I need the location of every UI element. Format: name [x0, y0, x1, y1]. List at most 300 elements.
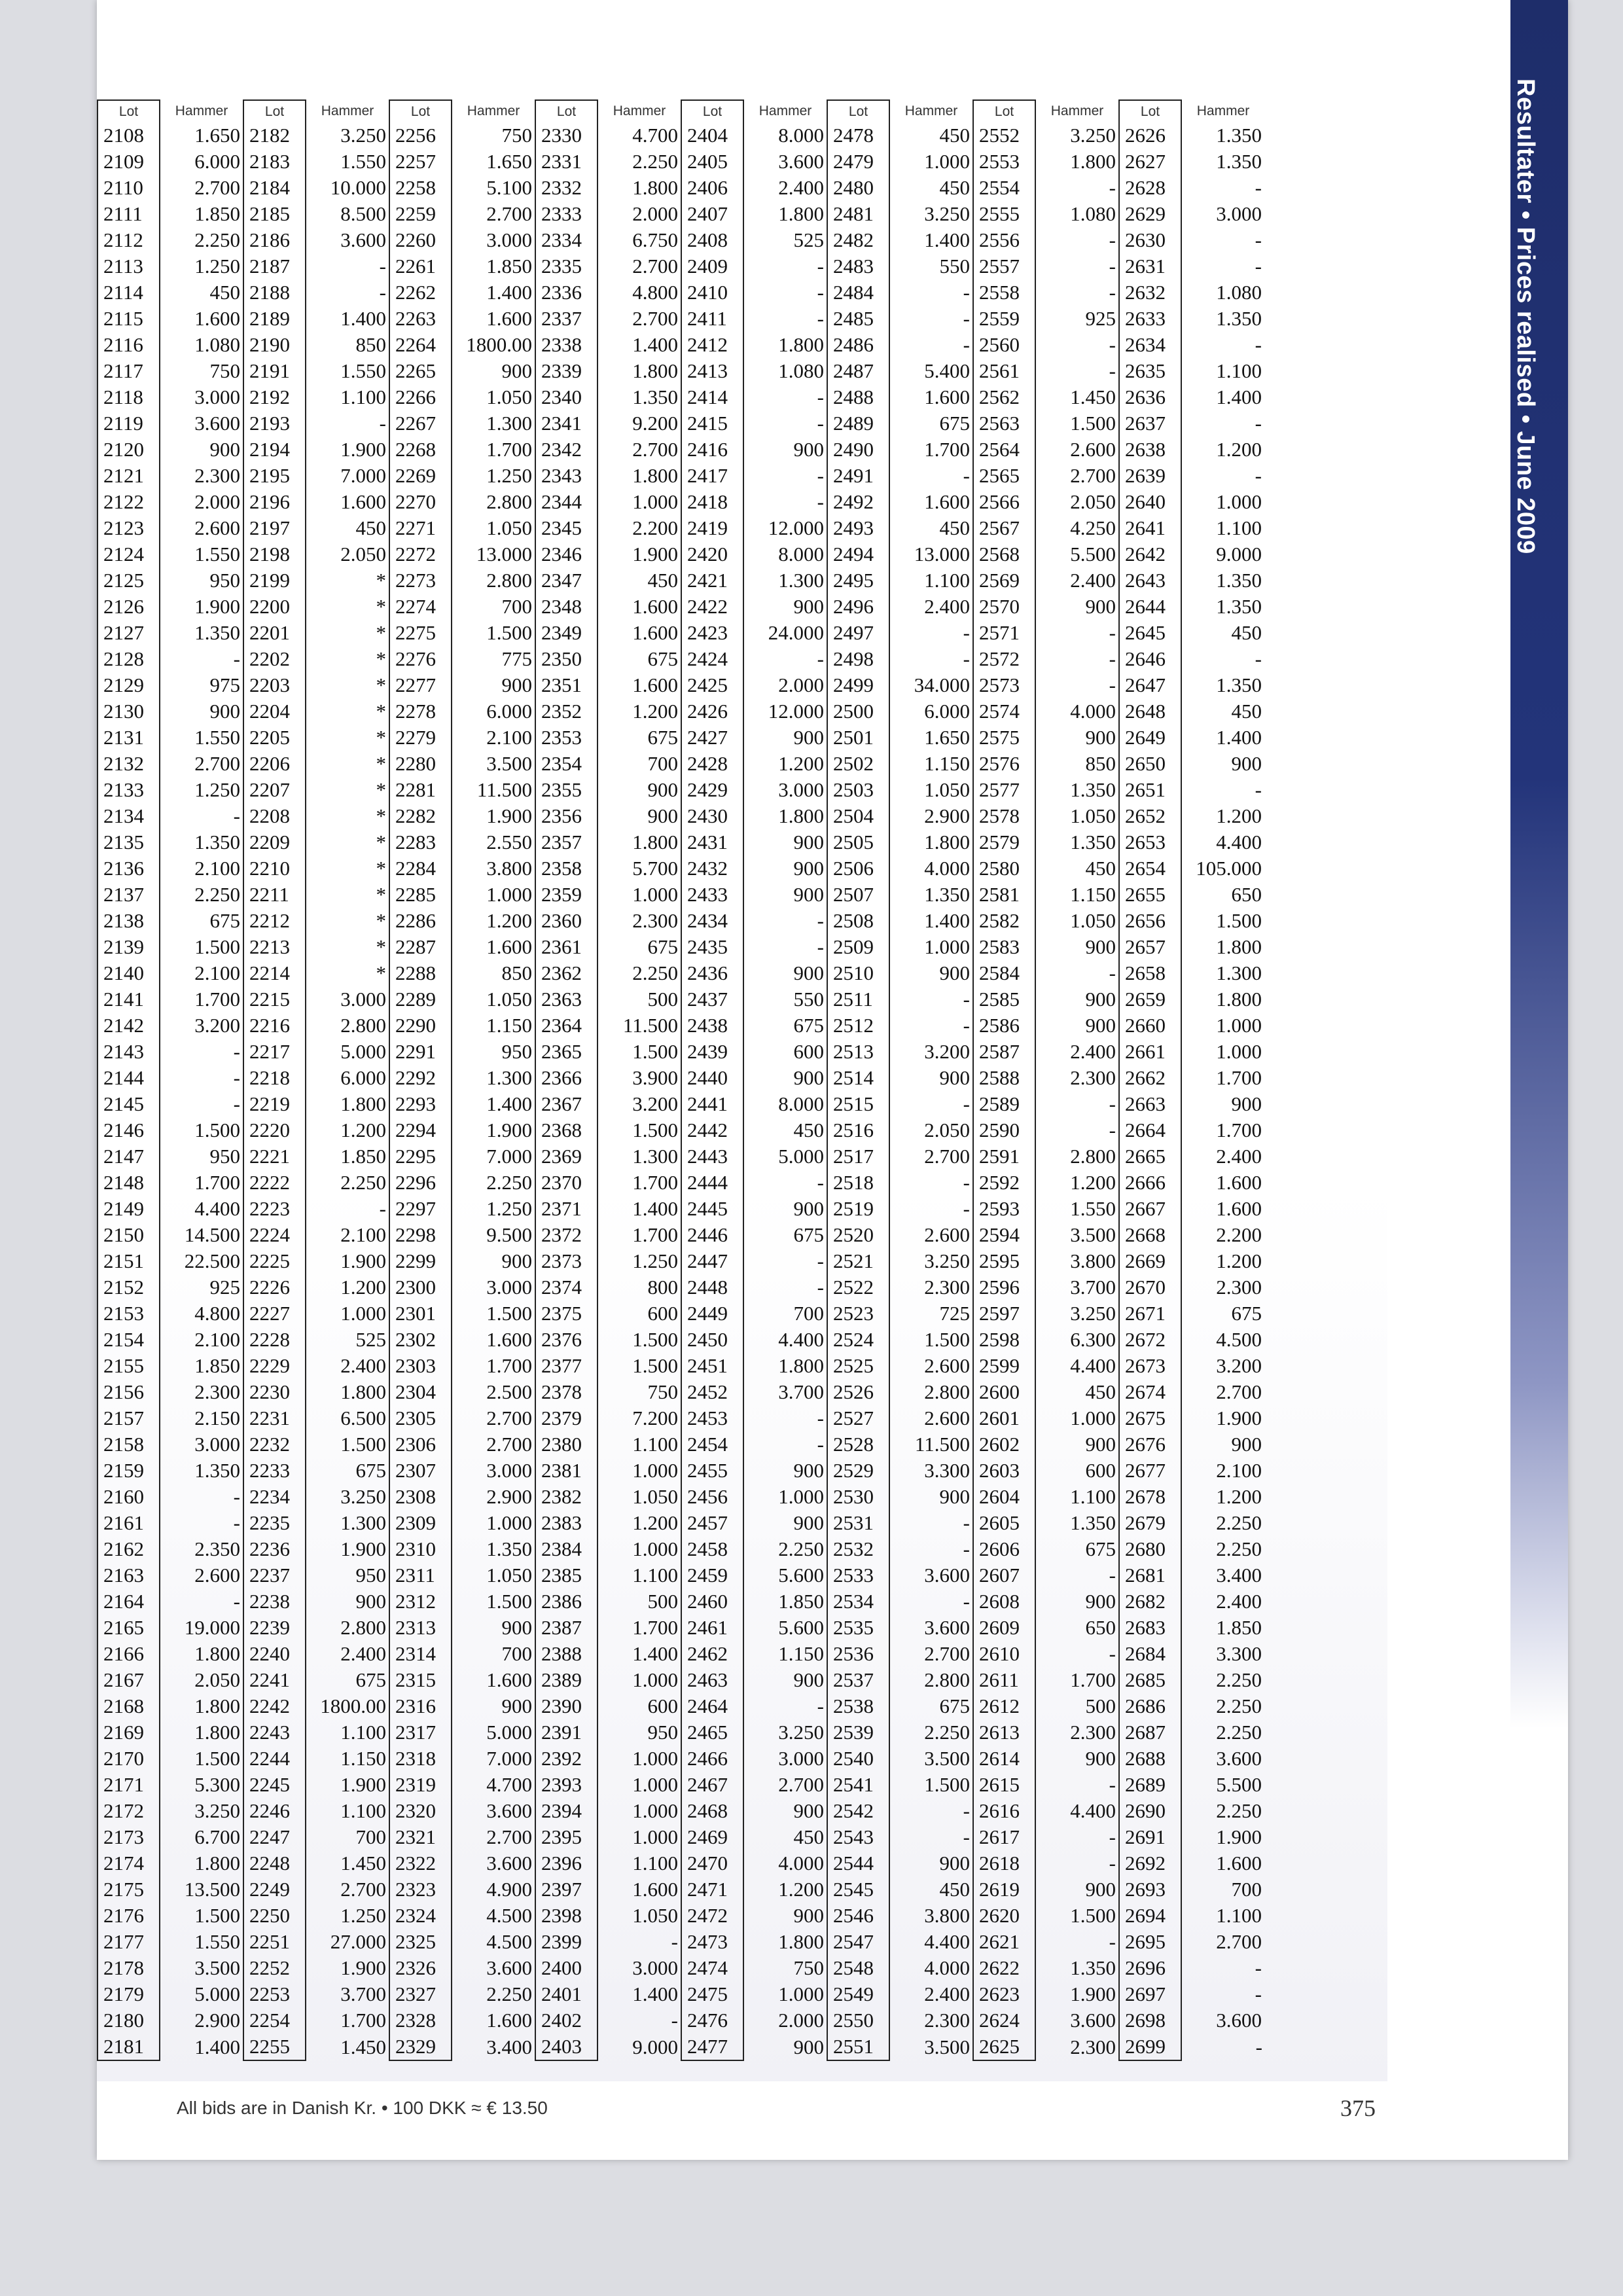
- lot-number: 2277: [389, 672, 452, 698]
- table-row: [98, 149, 1265, 175]
- lot-number: 2347: [535, 567, 597, 594]
- hammer-price: 3.600: [1070, 2009, 1116, 2032]
- hammer-price: 2.100: [194, 961, 240, 984]
- hammer-price: 6.000: [486, 700, 532, 723]
- lot-number: 2670: [1119, 1274, 1181, 1300]
- hammer-price: 1.500: [486, 621, 532, 644]
- lot-number: 2368: [535, 1117, 597, 1143]
- lot-number: 2693: [1119, 1876, 1181, 1903]
- hammer-price: 800: [647, 1276, 678, 1299]
- hammer-price: 900: [793, 2035, 824, 2058]
- lot-number: 2217: [243, 1039, 306, 1065]
- hammer-price: 675: [355, 1459, 386, 1482]
- lot-number: 2408: [681, 227, 743, 253]
- lot-number: 2188: [243, 279, 306, 306]
- hammer-price: -: [817, 1171, 824, 1194]
- hammer-price: 450: [1085, 857, 1116, 880]
- lot-number: 2204: [243, 698, 306, 725]
- lot-number: 2537: [827, 1667, 889, 1693]
- hammer-price: 4.900: [486, 1878, 532, 1901]
- table-row: [98, 960, 1265, 986]
- lot-number: 2420: [681, 541, 743, 567]
- lot-number: 2530: [827, 1484, 889, 1510]
- lot-number: 2321: [389, 1824, 452, 1850]
- lot-number: 2636: [1119, 384, 1181, 410]
- lot-number: 2690: [1119, 1798, 1181, 1824]
- hammer-price: 3.000: [194, 386, 240, 408]
- hammer-price: 11.500: [914, 1433, 970, 1456]
- lot-number: 2237: [243, 1562, 306, 1588]
- lot-number: 2435: [681, 934, 743, 960]
- table-row: [98, 1379, 1265, 1405]
- lot-number: 2551: [827, 2034, 889, 2060]
- hammer-price: 3.300: [1216, 1642, 1262, 1665]
- hammer-price: 900: [209, 700, 240, 723]
- lot-number: 2491: [827, 463, 889, 489]
- table-row: [98, 358, 1265, 384]
- hammer-price: 3.250: [340, 124, 386, 147]
- hammer-price: 1.080: [778, 359, 824, 382]
- lot-number: 2697: [1119, 1981, 1181, 2007]
- lot-number: 2622: [973, 1955, 1035, 1981]
- hammer-price: 1.350: [632, 386, 678, 408]
- lot-number: 2215: [243, 986, 306, 1013]
- hammer-price: 1.050: [924, 778, 970, 801]
- lot-number: 2306: [389, 1431, 452, 1458]
- hammer-price: 1.450: [1070, 386, 1116, 408]
- lot-number: 2415: [681, 410, 743, 437]
- hammer-price: 1.850: [194, 1354, 240, 1377]
- hammer-price: 2.300: [194, 1380, 240, 1403]
- hammer-price: 900: [1085, 595, 1116, 618]
- lot-number: 2468: [681, 1798, 743, 1824]
- hammer-price: 9.500: [486, 1223, 532, 1246]
- hammer-price: 2.700: [486, 1407, 532, 1429]
- hammer-price: 500: [647, 1590, 678, 1613]
- hammer-price: 1.500: [1070, 412, 1116, 435]
- lot-number: 2601: [973, 1405, 1035, 1431]
- hammer-price: 2.700: [778, 1773, 824, 1796]
- lot-number: 2531: [827, 1510, 889, 1536]
- hammer-price: 2.900: [924, 804, 970, 827]
- table-row: [98, 1981, 1265, 2007]
- hammer-price: 1.900: [1216, 1407, 1262, 1429]
- table-row: [98, 175, 1265, 201]
- hammer-price: 450: [939, 124, 970, 147]
- lot-number: 2433: [681, 882, 743, 908]
- lot-number: 2459: [681, 1562, 743, 1588]
- lot-number: 2207: [243, 777, 306, 803]
- hammer-price: 1.400: [486, 281, 532, 304]
- lot-number: 2396: [535, 1850, 597, 1876]
- lot-number: 2616: [973, 1798, 1035, 1824]
- lot-number: 2549: [827, 1981, 889, 2007]
- hammer-price: 2.200: [632, 516, 678, 539]
- hammer-price: -: [1109, 359, 1116, 382]
- lot-number: 2608: [973, 1588, 1035, 1615]
- hammer-price: 2.250: [340, 1171, 386, 1194]
- lot-number: 2503: [827, 777, 889, 803]
- hammer-price: 1.800: [194, 1852, 240, 1874]
- hammer-price: 27.000: [330, 1930, 386, 1953]
- hammer-price: 700: [793, 1302, 824, 1325]
- lot-number: 2543: [827, 1824, 889, 1850]
- table-row: [98, 1431, 1265, 1458]
- lot-number: 2599: [973, 1353, 1035, 1379]
- hammer-price: 1.500: [194, 1747, 240, 1770]
- table-row: [98, 1876, 1265, 1903]
- lot-number: 2595: [973, 1248, 1035, 1274]
- hammer-price: 600: [647, 1302, 678, 1325]
- hammer-price: -: [963, 1799, 970, 1822]
- lot-number: 2121: [98, 463, 160, 489]
- lot-number: 2493: [827, 515, 889, 541]
- hammer-price: *: [376, 935, 386, 958]
- hammer-price: 1.100: [1070, 1485, 1116, 1508]
- hammer-price: 3.400: [486, 2035, 532, 2058]
- lot-number: 2522: [827, 1274, 889, 1300]
- lot-number: 2273: [389, 567, 452, 594]
- hammer-price: 2.300: [1070, 1721, 1116, 1744]
- hammer-price: -: [1109, 1825, 1116, 1848]
- lot-number: 2206: [243, 751, 306, 777]
- lot-number: 2593: [973, 1196, 1035, 1222]
- hammer-price: 750: [501, 124, 532, 147]
- hammer-header: Hammer: [904, 103, 958, 118]
- lot-number: 2324: [389, 1903, 452, 1929]
- hammer-price: -: [817, 412, 824, 435]
- lot-number: 2447: [681, 1248, 743, 1274]
- lot-number: 2391: [535, 1719, 597, 1746]
- hammer-price: 1800.00: [320, 1695, 386, 1717]
- hammer-price: -: [1255, 412, 1262, 435]
- hammer-price: 3.600: [194, 412, 240, 435]
- hammer-price: -: [233, 647, 240, 670]
- hammer-price: -: [817, 1407, 824, 1429]
- lot-number: 2383: [535, 1510, 597, 1536]
- lot-number: 2624: [973, 2007, 1035, 2034]
- lot-number: 2581: [973, 882, 1035, 908]
- lot-number: 2606: [973, 1536, 1035, 1562]
- hammer-price: 4.250: [1070, 516, 1116, 539]
- hammer-price: -: [817, 1433, 824, 1456]
- lot-number: 2313: [389, 1615, 452, 1641]
- hammer-price: 1.000: [632, 490, 678, 513]
- lot-number: 2611: [973, 1667, 1035, 1693]
- hammer-price: 1.100: [632, 1433, 678, 1456]
- lot-number: 2542: [827, 1798, 889, 1824]
- lot-number: 2455: [681, 1458, 743, 1484]
- hammer-price: 2.250: [194, 883, 240, 906]
- hammer-price: 750: [209, 359, 240, 382]
- lot-number: 2431: [681, 829, 743, 855]
- lot-number: 2540: [827, 1746, 889, 1772]
- hammer-price: 1.500: [194, 1119, 240, 1141]
- hammer-price: 1.200: [1070, 1171, 1116, 1194]
- hammer-price: -: [963, 1014, 970, 1037]
- lot-number: 2358: [535, 855, 597, 882]
- lot-number: 2661: [1119, 1039, 1181, 1065]
- hammer-price: 6.700: [194, 1825, 240, 1848]
- hammer-price: 1.150: [486, 1014, 532, 1037]
- lot-number: 2667: [1119, 1196, 1181, 1222]
- hammer-price: -: [817, 490, 824, 513]
- hammer-price: 950: [209, 1145, 240, 1168]
- hammer-price: 2.250: [1216, 1799, 1262, 1822]
- lot-number: 2657: [1119, 934, 1181, 960]
- lot-number: 2307: [389, 1458, 452, 1484]
- lot-number: 2382: [535, 1484, 597, 1510]
- lot-number: 2467: [681, 1772, 743, 1798]
- lot-number: 2229: [243, 1353, 306, 1379]
- hammer-price: 1.600: [924, 490, 970, 513]
- hammer-header: Hammer: [1196, 103, 1250, 118]
- lot-number: 2251: [243, 1929, 306, 1955]
- hammer-price: 900: [501, 1249, 532, 1272]
- lot-number: 2153: [98, 1300, 160, 1327]
- lot-number: 2635: [1119, 358, 1181, 384]
- lot-number: 2577: [973, 777, 1035, 803]
- lot-number: 2402: [535, 2007, 597, 2034]
- table-row: [98, 2007, 1265, 2034]
- lot-number: 2439: [681, 1039, 743, 1065]
- lot-number: 2406: [681, 175, 743, 201]
- hammer-price: *: [376, 804, 386, 827]
- lot-number: 2240: [243, 1641, 306, 1667]
- hammer-price: 3.250: [1070, 124, 1116, 147]
- lot-number: 2418: [681, 489, 743, 515]
- lot-header: Lot: [243, 100, 306, 122]
- lot-number: 2256: [389, 122, 452, 149]
- lot-number: 2604: [973, 1484, 1035, 1510]
- hammer-price: 1.200: [340, 1119, 386, 1141]
- lot-number: 2672: [1119, 1327, 1181, 1353]
- lot-number: 2664: [1119, 1117, 1181, 1143]
- lot-number: 2422: [681, 594, 743, 620]
- hammer-price: -: [233, 1511, 240, 1534]
- lot-number: 2123: [98, 515, 160, 541]
- hammer-price: 3.250: [1070, 1302, 1116, 1325]
- lot-number: 2340: [535, 384, 597, 410]
- hammer-price: 14.500: [184, 1223, 240, 1246]
- hammer-price: 24.000: [768, 621, 824, 644]
- hammer-price: 2.700: [194, 752, 240, 775]
- lot-number: 2446: [681, 1222, 743, 1248]
- lot-number: 2357: [535, 829, 597, 855]
- lot-number: 2108: [98, 122, 160, 149]
- hammer-price: 1.850: [194, 202, 240, 225]
- lot-number: 2634: [1119, 332, 1181, 358]
- hammer-price: -: [1109, 333, 1116, 356]
- lot-number: 2496: [827, 594, 889, 620]
- hammer-price: 1.700: [632, 1616, 678, 1639]
- hammer-price: -: [963, 1171, 970, 1194]
- hammer-price: 1.000: [632, 1799, 678, 1822]
- table-row: [98, 1300, 1265, 1327]
- hammer-price: -: [817, 464, 824, 487]
- lot-number: 2151: [98, 1248, 160, 1274]
- lot-number: 2434: [681, 908, 743, 934]
- lot-number: 2369: [535, 1143, 597, 1170]
- hammer-price: 1.500: [340, 1433, 386, 1456]
- lot-number: 2195: [243, 463, 306, 489]
- lot-number: 2474: [681, 1955, 743, 1981]
- lot-number: 2196: [243, 489, 306, 515]
- hammer-price: 750: [793, 1956, 824, 1979]
- hammer-price: 5.700: [632, 857, 678, 880]
- hammer-price: 1.850: [340, 1145, 386, 1168]
- hammer-price: 1.500: [1216, 909, 1262, 932]
- lot-number: 2426: [681, 698, 743, 725]
- lot-number: 2520: [827, 1222, 889, 1248]
- lot-number: 2156: [98, 1379, 160, 1405]
- hammer-price: 4.000: [778, 1852, 824, 1874]
- hammer-price: 600: [793, 1040, 824, 1063]
- lot-number: 2539: [827, 1719, 889, 1746]
- lot-number: 2137: [98, 882, 160, 908]
- lot-number: 2552: [973, 122, 1035, 149]
- hammer-price: 2.700: [924, 1145, 970, 1168]
- hammer-price: 1.100: [632, 1564, 678, 1587]
- hammer-price: 2.400: [924, 595, 970, 618]
- lot-number: 2589: [973, 1091, 1035, 1117]
- lot-number: 2378: [535, 1379, 597, 1405]
- sidebar-band: [1510, 0, 1568, 1728]
- hammer-price: 13.500: [184, 1878, 240, 1901]
- lot-number: 2698: [1119, 2007, 1181, 2034]
- lot-number: 2372: [535, 1222, 597, 1248]
- hammer-price: 700: [647, 752, 678, 775]
- hammer-price: 1.500: [486, 1590, 532, 1613]
- hammer-price: 1.400: [632, 1982, 678, 2005]
- lot-number: 2407: [681, 201, 743, 227]
- lot-number: 2216: [243, 1013, 306, 1039]
- hammer-price: 1.000: [632, 1459, 678, 1482]
- lot-number: 2498: [827, 646, 889, 672]
- lot-number: 2158: [98, 1431, 160, 1458]
- lot-number: 2159: [98, 1458, 160, 1484]
- lot-number: 2231: [243, 1405, 306, 1431]
- hammer-price: 1.900: [1070, 1982, 1116, 2005]
- hammer-price: -: [671, 1930, 678, 1953]
- lot-number: 2214: [243, 960, 306, 986]
- lot-header: Lot: [389, 100, 452, 122]
- lot-number: 2226: [243, 1274, 306, 1300]
- hammer-price: 925: [209, 1276, 240, 1299]
- hammer-price: 2.250: [486, 1982, 532, 2005]
- table-row: [98, 855, 1265, 882]
- hammer-price: 2.400: [340, 1354, 386, 1377]
- hammer-price: 2.100: [486, 726, 532, 749]
- lot-number: 2646: [1119, 646, 1181, 672]
- hammer-price: 900: [355, 1590, 386, 1613]
- lot-number: 2607: [973, 1562, 1035, 1588]
- hammer-price: 900: [1231, 1092, 1262, 1115]
- lot-number: 2524: [827, 1327, 889, 1353]
- hammer-price: 5.000: [778, 1145, 824, 1168]
- lot-number: 2213: [243, 934, 306, 960]
- table-row: [98, 1222, 1265, 1248]
- sidebar-title: Resultater • Prices realised • June 2009: [1512, 79, 1539, 554]
- hammer-price: 1.100: [924, 569, 970, 592]
- hammer-price: 2.800: [340, 1014, 386, 1037]
- hammer-price: -: [1109, 228, 1116, 251]
- lot-number: 2343: [535, 463, 597, 489]
- lot-number: 2356: [535, 803, 597, 829]
- hammer-price: -: [817, 1276, 824, 1299]
- hammer-price: 19.000: [184, 1616, 240, 1639]
- lot-number: 2312: [389, 1588, 452, 1615]
- lot-number: 2232: [243, 1431, 306, 1458]
- hammer-price: 725: [939, 1302, 970, 1325]
- lot-number: 2504: [827, 803, 889, 829]
- lot-number: 2338: [535, 332, 597, 358]
- hammer-price: 1.700: [486, 438, 532, 461]
- hammer-price: 850: [501, 961, 532, 984]
- hammer-price: 1.700: [340, 2009, 386, 2032]
- table-header-row: [98, 100, 1265, 122]
- hammer-price: -: [817, 935, 824, 958]
- lot-number: 2157: [98, 1405, 160, 1431]
- hammer-price: 1.400: [632, 1642, 678, 1665]
- hammer-price: -: [1109, 1773, 1116, 1796]
- lot-number: 2444: [681, 1170, 743, 1196]
- lot-number: 2252: [243, 1955, 306, 1981]
- lot-number: 2218: [243, 1065, 306, 1091]
- hammer-price: 1.250: [194, 255, 240, 278]
- hammer-price: 2.600: [924, 1407, 970, 1429]
- hammer-price: 1.500: [632, 1354, 678, 1377]
- lot-number: 2500: [827, 698, 889, 725]
- hammer-price: 900: [501, 673, 532, 696]
- lot-number: 2525: [827, 1353, 889, 1379]
- hammer-price: 6.300: [1070, 1328, 1116, 1351]
- lot-number: 2300: [389, 1274, 452, 1300]
- lot-number: 2494: [827, 541, 889, 567]
- hammer-price: 2.250: [1216, 1695, 1262, 1717]
- hammer-price: 1.200: [1216, 1249, 1262, 1272]
- hammer-price: 900: [939, 961, 970, 984]
- hammer-price: 5.300: [194, 1773, 240, 1796]
- table-row: [98, 437, 1265, 463]
- table-row: [98, 934, 1265, 960]
- hammer-price: 105.000: [1196, 857, 1262, 880]
- hammer-price: 2.800: [924, 1380, 970, 1403]
- lot-number: 2128: [98, 646, 160, 672]
- lot-number: 2152: [98, 1274, 160, 1300]
- hammer-price: 900: [647, 778, 678, 801]
- lot-number: 2271: [389, 515, 452, 541]
- table-row: [98, 1143, 1265, 1170]
- table-row: [98, 489, 1265, 515]
- hammer-price: 1.600: [486, 935, 532, 958]
- lot-number: 2414: [681, 384, 743, 410]
- table-row: [98, 541, 1265, 567]
- lot-number: 2308: [389, 1484, 452, 1510]
- hammer-price: 900: [793, 857, 824, 880]
- lot-number: 2567: [973, 515, 1035, 541]
- hammer-price: 1.000: [1216, 1040, 1262, 1063]
- table-row: [98, 227, 1265, 253]
- table-row: [98, 1824, 1265, 1850]
- hammer-price: -: [817, 386, 824, 408]
- hammer-price: 6.000: [924, 700, 970, 723]
- hammer-price: 1.800: [632, 464, 678, 487]
- hammer-price: -: [817, 1249, 824, 1272]
- lot-number: 2545: [827, 1876, 889, 1903]
- hammer-price: 7.000: [486, 1145, 532, 1168]
- lot-number: 2483: [827, 253, 889, 279]
